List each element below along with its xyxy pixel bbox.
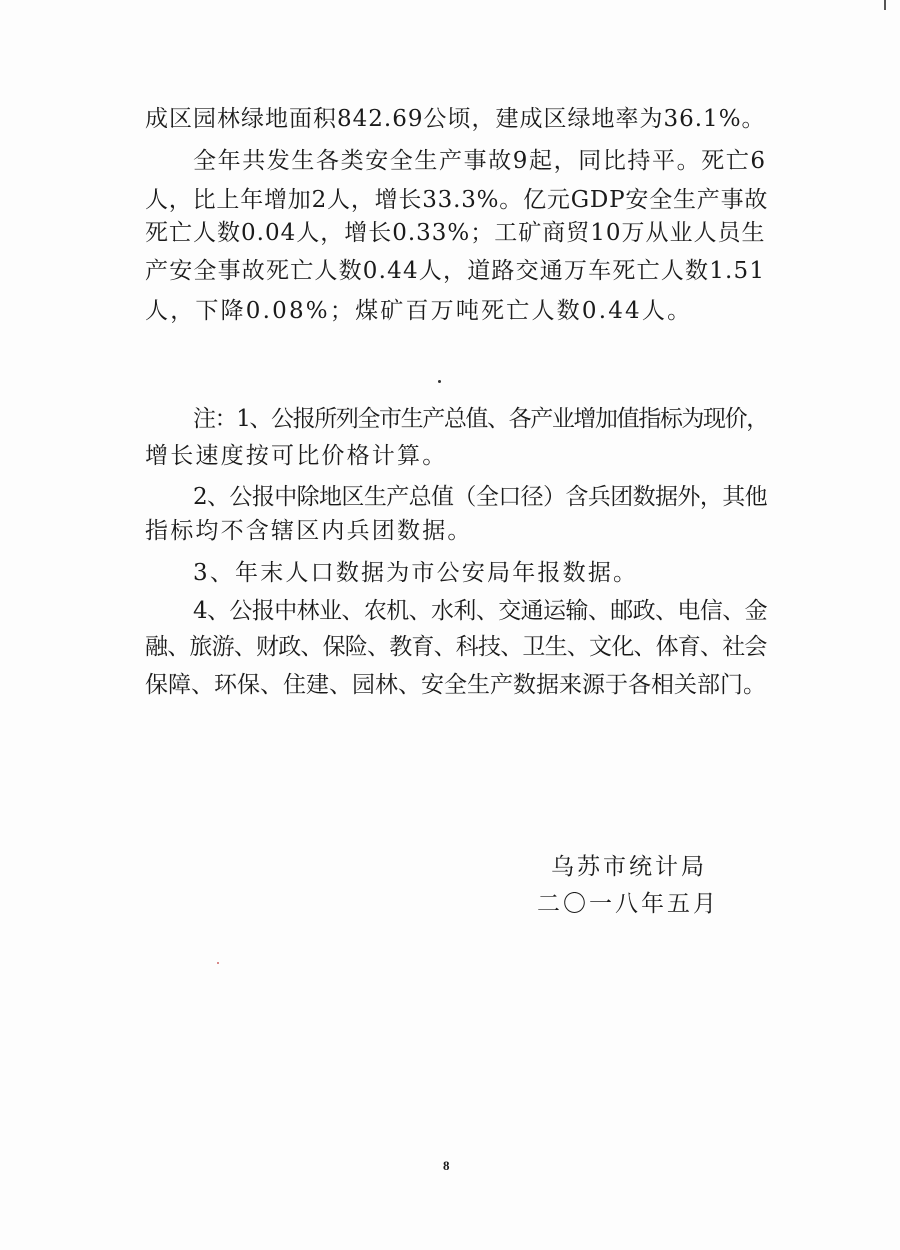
scan-speck: [217, 962, 219, 964]
text-line: 产安全事故死亡人数0.44人，道路交通万车死亡人数1.51: [145, 258, 766, 284]
signature-org: 乌苏市统计局: [551, 854, 707, 880]
text-line: 3、年末人口数据为市公安局年报数据。: [193, 560, 639, 586]
text-line: 2、公报中除地区生产总值（全口径）含兵团数据外，其他: [193, 484, 768, 510]
page-number: 8: [443, 1158, 450, 1173]
text-line: 成区园林绿地面积842.69公顷，建成区绿地率为36.1%。: [145, 106, 766, 132]
text-line: 全年共发生各类安全生产事故9起，同比持平。死亡6: [193, 148, 767, 174]
text-line: 指标均不含辖区内兵团数据。: [145, 518, 473, 544]
scan-speck: [438, 380, 441, 383]
text-line: 注：1、公报所列全市生产总值、各产业增加值指标为现价，: [193, 406, 768, 432]
text-line: 人，比上年增加2人，增长33.3%。亿元GDP安全生产事故: [145, 187, 769, 213]
text-line: 人，下降0.08%；煤矿百万吨死亡人数0.44人。: [145, 298, 693, 324]
text-line: 融、旅游、财政、保险、教育、科技、卫生、文化、体育、社会: [145, 634, 767, 660]
scan-corner-mark: [884, 0, 886, 10]
text-line: 4、公报中林业、农机、水利、交通运输、邮政、电信、金: [193, 598, 768, 624]
text-line: 增长速度按可比价格计算。: [145, 443, 448, 469]
text-line: 死亡人数0.04人，增长0.33%；工矿商贸10万从业人员生: [145, 220, 766, 246]
text-line: 保障、环保、住建、园林、安全生产数据来源于各相关部门。: [145, 672, 766, 698]
signature-date: 二〇一八年五月: [537, 891, 719, 917]
